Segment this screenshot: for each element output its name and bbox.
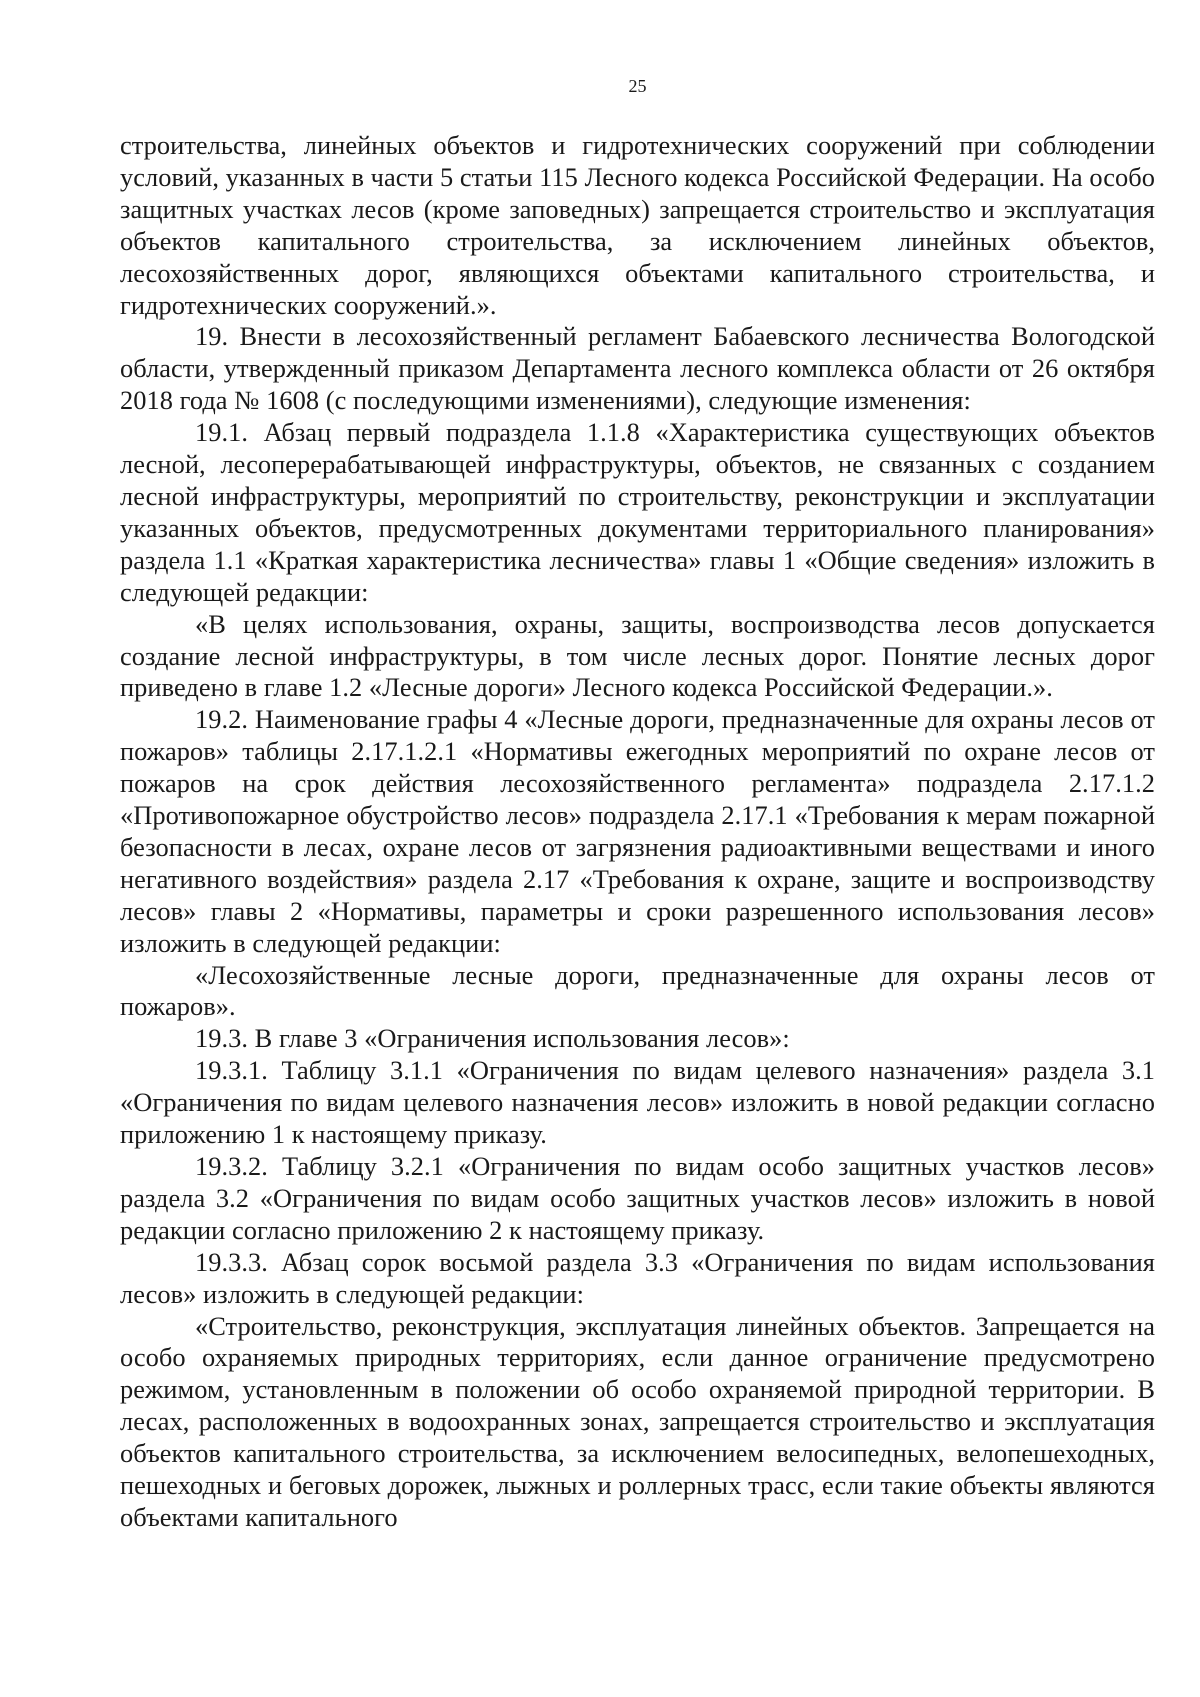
document-page xyxy=(120,0,1155,1697)
page-number: 25 xyxy=(628,76,647,96)
paragraph-item-19-3-2: 19.3.2. Таблицу 3.2.1 «Ограничения по видам особо защитных участков лесов» раздела 3.2 «Ограничения по видам особо защитных участков лесов» изложить в новой редакции согласно приложению 2 к настоящему приказу. xyxy=(120,1151,1155,1245)
paragraph-quote-19-2: «Лесохозяйственные лесные дороги, предназначенные для охраны лесов от пожаров». xyxy=(120,959,1155,1022)
paragraph-item-19-1: 19.1. Абзац первый подраздела 1.1.8 «Характеристика существующих объектов лесной, лесоперерабатывающей инфраструктуры, объектов, не связанных с созданием лесной инфраструктуры, мероприятий по строительству, реконструкции и эксплуатации указанных объектов, предусмотренных документами территориального планирования» раздела 1.1 «Краткая характеристика лесничества» главы 1 «Общие сведения» изложить в следующей редакции: xyxy=(120,417,1155,607)
paragraph-quote-19-3-3: «Строительство, реконструкция, эксплуатация линейных объектов. Запрещается на особо охраняемых природных территориях, если данное ограничение предусмотрено режимом, установленным в положении об особо охраняемой природной территории. В лесах, расположенных в водоохранных зонах, запрещается строительство и эксплуатация объектов капитального строительства, за исключением велосипедных, велопешеходных, пешеходных и беговых дорожек, лыжных и роллерных трасс, если такие объекты являются объектами капитального xyxy=(120,1310,1155,1532)
paragraph-item-19-3-3: 19.3.3. Абзац сорок восьмой раздела 3.3 «Ограничения по видам использования лесов» изложить в следующей редакции: xyxy=(120,1246,1155,1309)
document-body xyxy=(120,130,1155,1534)
paragraph-item-19-3: 19.3. В главе 3 «Ограничения использования лесов»: xyxy=(195,1023,790,1054)
paragraph-continuation: строительства, линейных объектов и гидротехнических сооружений при соблюдении условий, указанных в части 5 статьи 115 Лесного кодекса Российской Федерации. На особо защитных участках лесов (кроме заповедных) запрещается строительство и эксплуатация объектов капитального строительства, за исключением линейных объектов, лесохозяйственных дорог, являющихся объектами капитального строительства, и гидротехнических сооружений.». xyxy=(120,130,1155,320)
paragraph-item-19-2: 19.2. Наименование графы 4 «Лесные дороги, предназначенные для охраны лесов от пожаров» таблицы 2.17.1.2.1 «Нормативы ежегодных мероприятий по охране лесов от пожаров на срок действия лесохозяйственного регламента» подраздела 2.17.1.2 «Противопожарное обустройство лесов» подраздела 2.17.1 «Требования к мерам пожарной безопасности в лесах, охране лесов от загрязнения радиоактивными веществами и иного негативного воздействия» раздела 2.17 «Требования к охране, защите и воспроизводству лесов» главы 2 «Нормативы, параметры и сроки разрешенного использования лесов» изложить в следующей редакции: xyxy=(120,704,1155,958)
paragraph-item-19-3-1: 19.3.1. Таблицу 3.1.1 «Ограничения по видам целевого назначения» раздела 3.1 «Ограничения по видам целевого назначения лесов» изложить в новой редакции согласно приложению 1 к настоящему приказу. xyxy=(120,1055,1155,1150)
paragraph-item-19: 19. Внести в лесохозяйственный регламент Бабаевского лесничества Вологодской области, утвержденный приказом Департамента лесного комплекса области от 26 октября 2018 года № 1608 (с последующими изменениями), следующие изменения: xyxy=(120,321,1155,416)
paragraph-quote-19-1: «В целях использования, охраны, защиты, воспроизводства лесов допускается создание лесной инфраструктуры, в том числе лесных дорог. Понятие лесных дорог приведено в главе 1.2 «Лесные дороги» Лесного кодекса Российской Федерации.». xyxy=(120,608,1155,703)
